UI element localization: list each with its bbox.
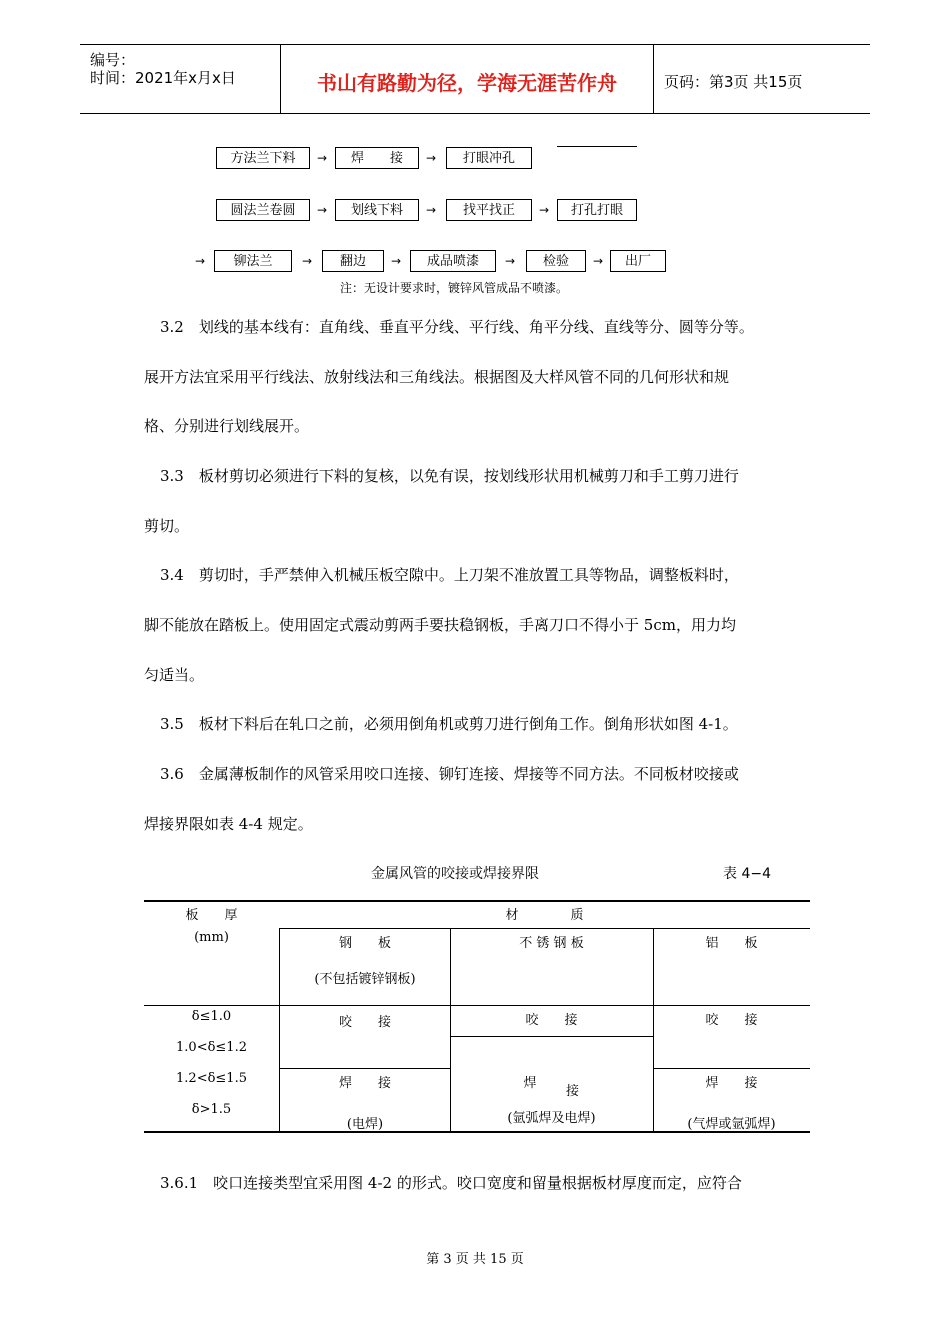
table-rule — [451, 1036, 653, 1037]
col-steel-note: (不包括镀锌钢板) — [314, 972, 416, 987]
col-steel-header: 钢 板 — [338, 936, 391, 951]
aluminum-weld: 焊 接 — [705, 1076, 758, 1091]
aluminum-weld-note: (气焊或氩弧焊) — [687, 1117, 776, 1132]
paragraph-line: 3.4 剪切时，手严禁伸入机械压板空隙中。上刀架不准放置工具等物品，调整板料时， — [160, 566, 739, 584]
flow-step: 焊 接 — [335, 147, 419, 169]
paragraph-line: 剪切。 — [144, 517, 190, 535]
thickness-value: δ≤1.0 — [191, 1009, 232, 1024]
motto: 书山有路勤为径，学海无涯苦作舟 — [317, 71, 617, 95]
stainless-bite: 咬 接 — [525, 1013, 578, 1028]
header-info-cell — [80, 45, 281, 113]
steel-weld-note: (电焊) — [346, 1117, 384, 1132]
time-label: 时间：2021年x月x日 — [90, 69, 236, 87]
flow-step: 出厂 — [610, 250, 666, 272]
table-number: 表 4−4 — [723, 866, 771, 882]
flow-arrow: → — [317, 203, 328, 217]
paragraph-line: 3.6 金属薄板制作的风管采用咬口连接、铆钉连接、焊接等不同方法。不同板材咬接或 — [160, 765, 739, 783]
table-vrule — [653, 928, 654, 1132]
flow-step: 打孔打眼 — [557, 199, 637, 221]
paragraph-line: 焊接界限如表 4-4 规定。 — [144, 815, 313, 833]
table-vrule — [279, 928, 280, 1132]
thickness-value: 1.2<δ≤1.5 — [176, 1071, 247, 1086]
flow-step: 检验 — [526, 250, 586, 272]
flow-step: 打眼冲孔 — [446, 147, 532, 169]
flow-arrow: → — [195, 254, 206, 268]
aluminum-bite: 咬 接 — [705, 1013, 758, 1028]
paragraph-line: 3.3 板材剪切必须进行下料的复核，以免有误，按划线形状用机械剪刀和手工剪刀进行 — [160, 467, 739, 485]
table-title: 金属风管的咬接或焊接界限 — [371, 866, 539, 882]
flow-step: 翻边 — [322, 250, 384, 272]
flow-step: 铆法兰 — [214, 250, 292, 272]
paragraph-line: 3.5 板材下料后在轧口之前，必须用倒角机或剪刀进行倒角工作。倒角形状如图 4-1。 — [160, 715, 738, 733]
stainless-weld-note: (氩弧焊及电焊) — [507, 1111, 596, 1126]
flow-step: 方法兰下料 — [216, 147, 310, 169]
steel-bite: 咬 接 — [338, 1015, 391, 1030]
table-top-rule — [144, 900, 810, 902]
flow-arrow: → — [302, 254, 313, 268]
col-aluminum-header: 铝 板 — [705, 936, 758, 951]
paragraph-line: 格、分别进行划线展开。 — [144, 417, 310, 435]
flow-arrow: → — [426, 203, 437, 217]
thickness-value: 1.0<δ≤1.2 — [176, 1040, 247, 1055]
col-material-header: 材 质 — [505, 908, 584, 923]
steel-weld: 焊 接 — [338, 1076, 391, 1091]
paragraph-line: 脚不能放在踏板上。使用固定式震动剪两手要扶稳钢板，手离刀口不得小于 5cm，用力均 — [144, 616, 736, 634]
header-motto-cell — [281, 45, 654, 113]
paragraph-line: 3.2 划线的基本线有：直角线、垂直平分线、平行线、角平分线、直线等分、圆等分等。 — [160, 318, 754, 336]
stainless-weld-a: 焊 — [523, 1076, 537, 1091]
flow-top-line — [557, 146, 637, 147]
flow-arrow: → — [317, 151, 328, 165]
thickness-value: δ>1.5 — [191, 1102, 232, 1117]
number-label: 编号： — [90, 51, 136, 69]
paragraph-line: 匀适当。 — [144, 666, 205, 684]
paragraph-line: 3.6.1 咬口连接类型宜采用图 4-2 的形式。咬口宽度和留量根据板材厚度而定，应符合 — [160, 1174, 742, 1192]
flow-arrow: → — [391, 254, 402, 268]
table-rule — [653, 1068, 810, 1069]
col-thickness-unit: (mm) — [194, 930, 229, 945]
flow-step: 找平找正 — [446, 199, 532, 221]
stainless-weld-b: 接 — [565, 1084, 579, 1099]
table-rule — [279, 1068, 451, 1069]
table-vrule — [450, 928, 451, 1132]
document-header — [80, 44, 870, 114]
flow-step: 成品喷漆 — [410, 250, 496, 272]
flow-note: 注：无设计要求时，镀锌风管成品不喷漆。 — [340, 281, 569, 295]
page-footer: 第 3 页 共 15 页 — [426, 1252, 524, 1267]
flow-step: 划线下料 — [335, 199, 419, 221]
paragraph-line: 展开方法宜采用平行线法、放射线法和三角线法。根据图及大样风管不同的几何形状和规 — [144, 368, 730, 386]
page-label: 页码：第3页 共15页 — [664, 73, 803, 91]
col-stainless-header: 不 锈 钢 板 — [519, 936, 584, 951]
flow-arrow: → — [539, 203, 550, 217]
flow-arrow: → — [426, 151, 437, 165]
header-page-cell — [654, 45, 870, 113]
flow-arrow: → — [505, 254, 516, 268]
flow-step: 圆法兰卷圆 — [216, 199, 310, 221]
table-rule — [279, 928, 810, 929]
table-rule — [144, 1005, 810, 1006]
flow-arrow: → — [593, 254, 604, 268]
col-thickness-header: 板 厚 — [185, 908, 238, 923]
